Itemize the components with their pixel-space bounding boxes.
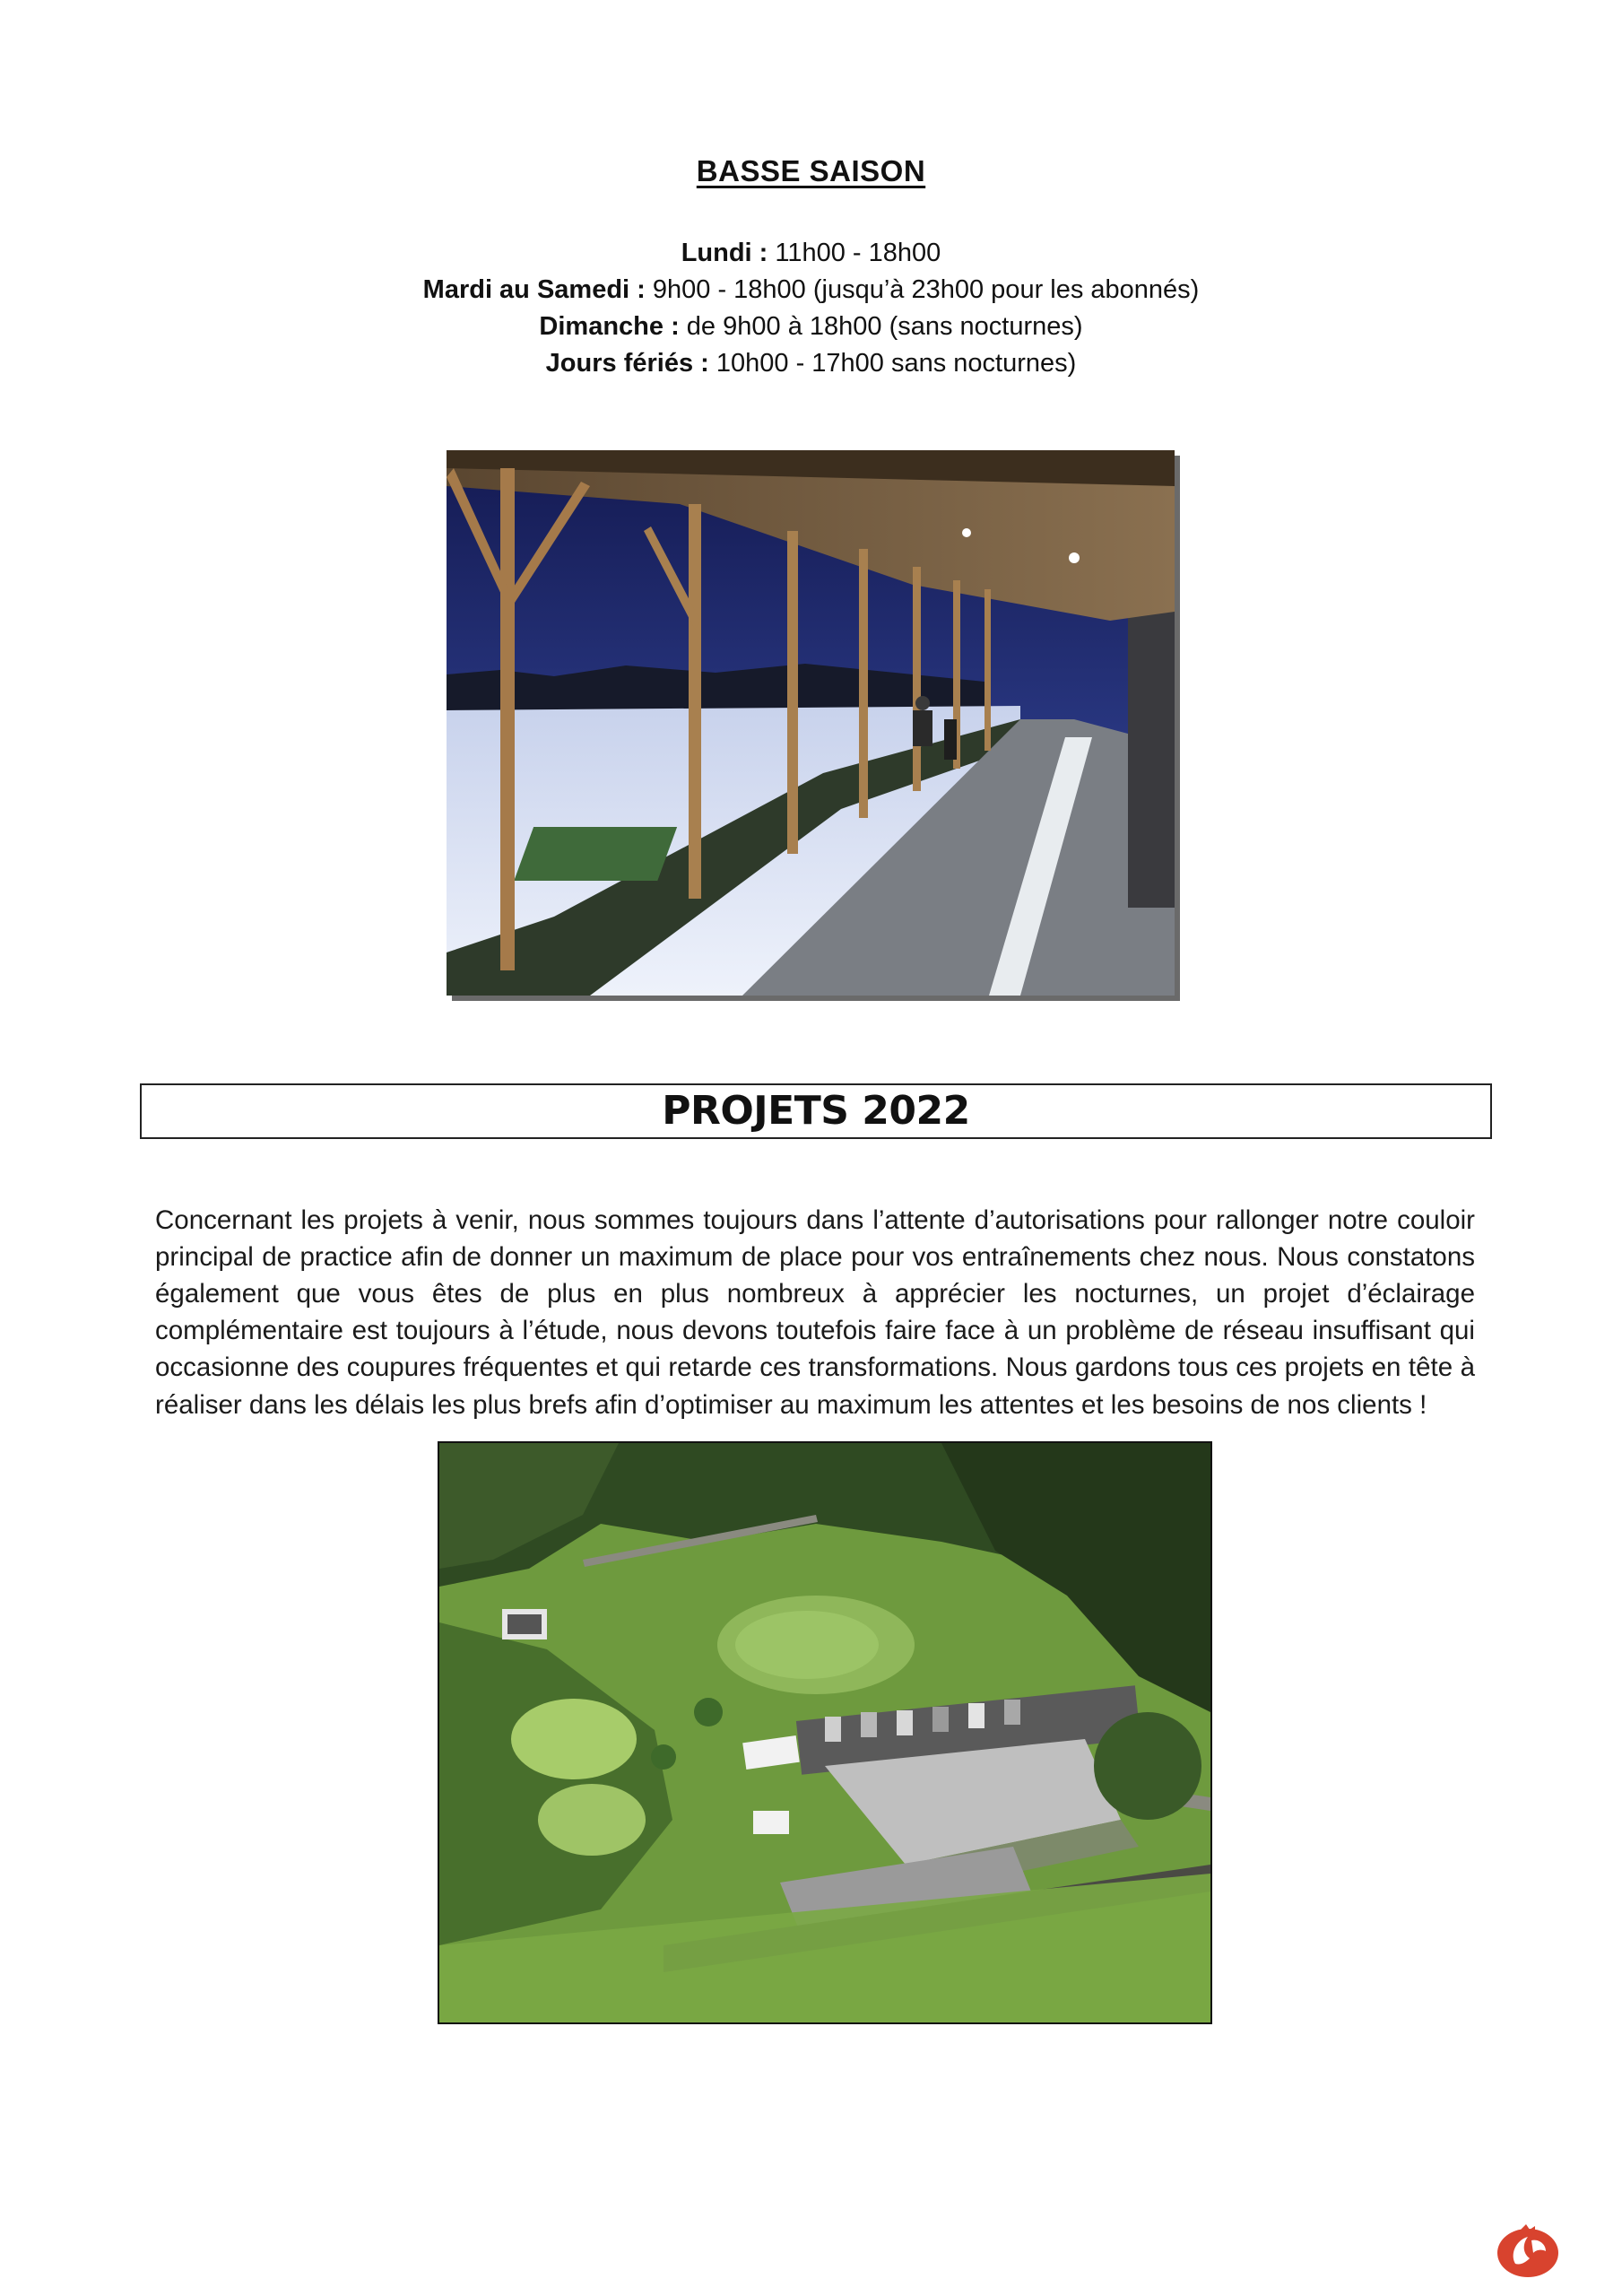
hours-time: de 9h00 à 18h00 (sans nocturnes)	[679, 312, 1083, 341]
hours-day: Mardi au Samedi :	[422, 275, 646, 304]
opening-hours	[0, 235, 1622, 382]
projets-2022-header	[140, 1083, 1492, 1139]
hours-time: 9h00 - 18h00 (jusqu’à 23h00 pour les abonnés)	[645, 275, 1200, 304]
driving-range-illustration	[447, 450, 1175, 996]
projets-paragraph: Concernant les projets à venir, nous sommes toujours dans l’attente d’autorisations pour rallonger notre couloir principal de practice afin de donner un maximum de place pour vos entraînements chez nous. Nous constatons également que vous êtes de plus en plus nombreux à apprécier les nocturnes, un projet d’éclairage complémentaire est toujours à l’étude, nous devons toutefois faire face à un problème de réseau insuffisant qui occasionne des coupures fréquentes et qui retarde ces transformations. Nous gardons tous ces projets en tête à réaliser dans les délais les plus brefs afin d’optimiser au maximum les attentes et les besoins de nos clients !	[155, 1205, 1475, 1420]
hours-row	[0, 345, 1622, 382]
basse-saison-title: BASSE SAISON	[696, 154, 926, 187]
hours-row	[0, 309, 1622, 345]
hours-row	[0, 235, 1622, 272]
hours-time: 11h00 - 18h00	[768, 239, 941, 267]
hours-day: Lundi :	[681, 239, 768, 267]
driving-range-night-photo	[447, 450, 1175, 996]
aerial-illustration	[439, 1443, 1210, 2022]
golf-club-logo-icon	[1496, 2222, 1560, 2278]
hours-time: 10h00 - 17h00 sans nocturnes)	[708, 349, 1077, 378]
hours-day: Jours fériés :	[545, 349, 709, 378]
projets-2022-title: PROJETS 2022	[662, 1088, 970, 1134]
hours-row	[0, 272, 1622, 309]
aerial-golf-photo	[438, 1441, 1212, 2024]
logo-graphic	[1496, 2222, 1560, 2278]
hours-day: Dimanche :	[539, 312, 680, 341]
